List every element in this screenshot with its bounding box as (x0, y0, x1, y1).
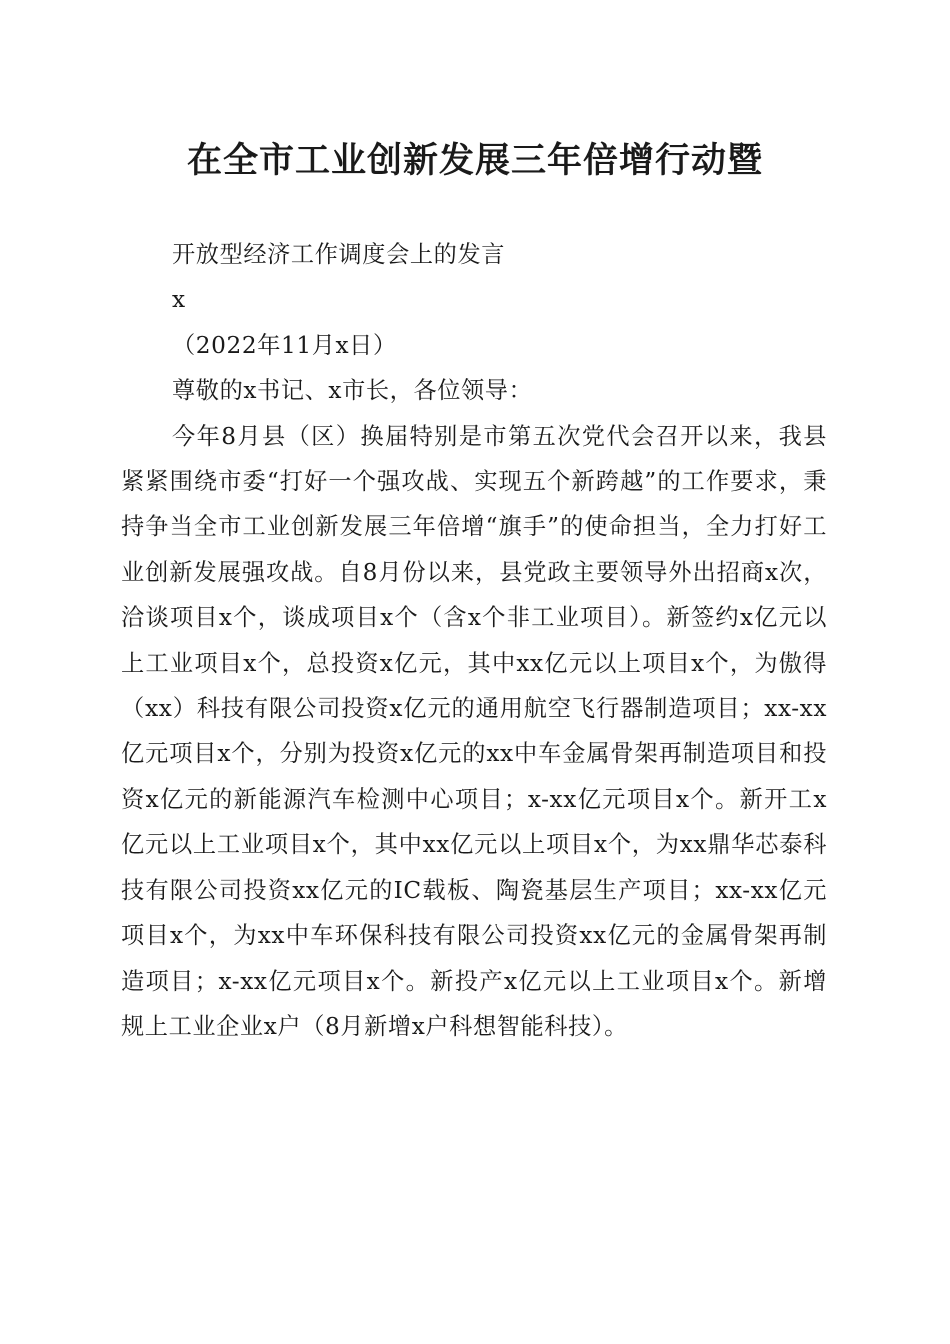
document-body (121, 232, 827, 1049)
author-line: x (172, 286, 186, 314)
document-title: 在全市工业创新发展三年倍增行动暨 (186, 140, 763, 181)
document-subtitle: 开放型经济工作调度会上的发言 (172, 241, 506, 268)
body-paragraph: 今年8月县（区）换届特别是市第五次党代会召开以来，我县紧紧围绕市委“打好一个强攻战、实现五个新跨越”的工作要求，秉持争当全市工业创新发展三年倍增“旗手”的使命担当，全力打好工业创新发展强攻战。自8月份以来，县党政主要领导外出招商x次，洽谈项目x个，谈成项目x个（含x个非工业项目）。新签约x亿元以上工业项目x个，总投资x亿元，其中xx亿元以上项目x个，为傲得（xx）科技有限公司投资x亿元的通用航空飞行器制造项目；xx-xx亿元项目x个，分别为投资x亿元的xx中车金属骨架再制造项目和投资x亿元的新能源汽车检测中心项目；x-xx亿元项目x个。新开工x亿元以上工业项目x个，其中xx亿元以上项目x个，为xx鼎华芯泰科技有限公司投资xx亿元的IC载板、陶瓷基层生产项目；xx-xx亿元项目x个，为xx中车环保科技有限公司投资xx亿元的金属骨架再制造项目；x-xx亿元项目x个。新投产x亿元以上工业项目x个。新增规上工业企业x户（8月新增x户科想智能科技）。 (121, 422, 827, 1040)
date-line: （2022年11月x日） (172, 331, 397, 359)
salutation: 尊敬的x书记、x市长，各位领导： (172, 377, 533, 405)
